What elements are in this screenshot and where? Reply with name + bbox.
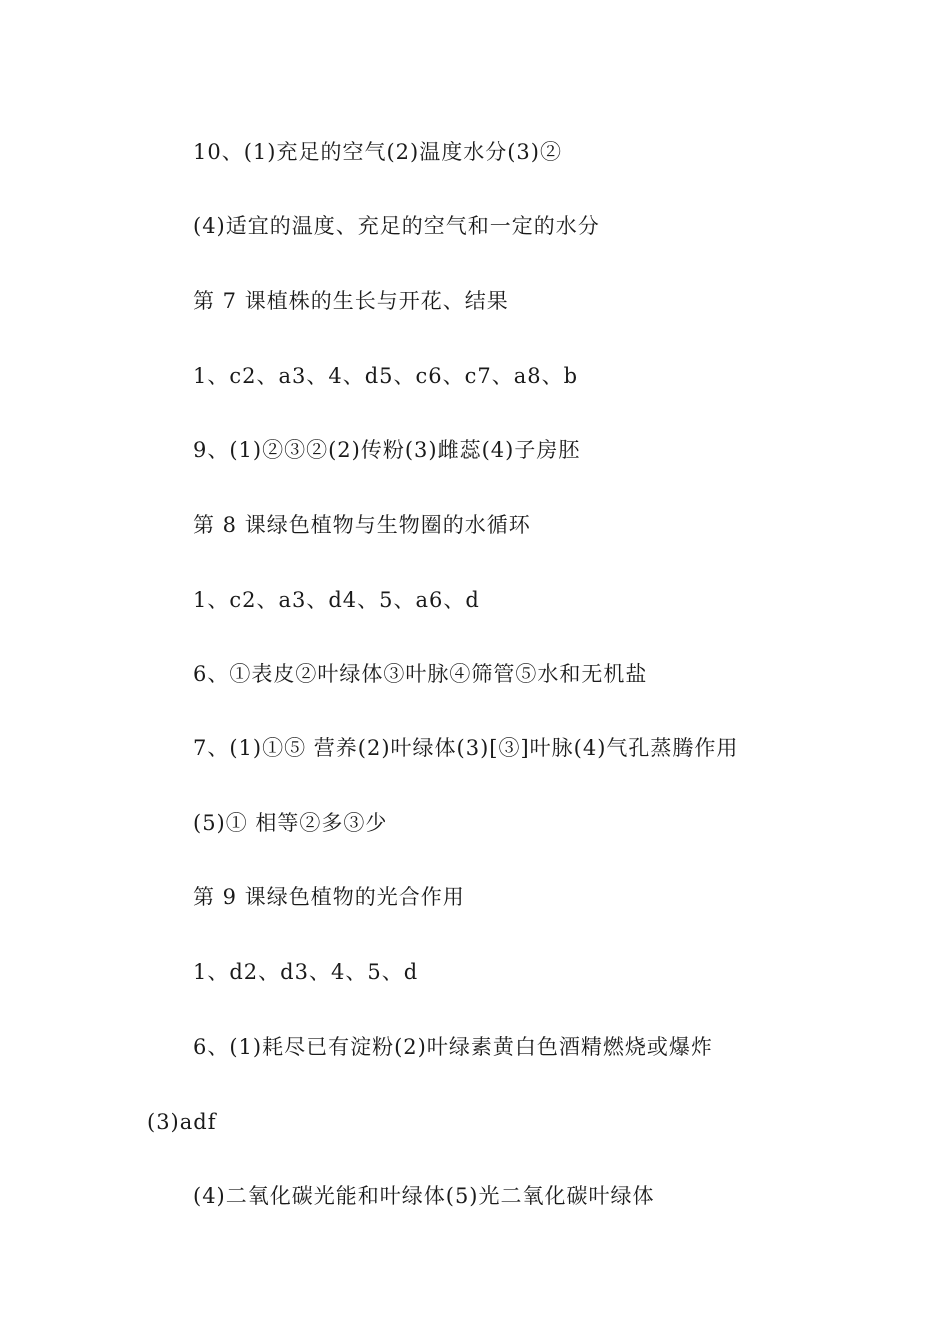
answer-line: (4)适宜的温度、充足的空气和一定的水分: [193, 214, 600, 238]
answer-line: 6、①表皮②叶绿体③叶脉④筛管⑤水和无机盐: [193, 662, 648, 686]
answer-line: 10、(1)充足的空气(2)温度水分(3)②: [193, 140, 562, 164]
answer-line: 1、c2、a3、4、d5、c6、c7、a8、b: [193, 364, 579, 388]
answer-line: (5)① 相等②多③少: [193, 811, 388, 835]
lesson-heading: 第 8 课绿色植物与生物圈的水循环: [193, 513, 531, 537]
answer-line: 6、(1)耗尽已有淀粉(2)叶绿素黄白色酒精燃烧或爆炸: [193, 1035, 713, 1059]
answer-line: 9、(1)②③②(2)传粉(3)雌蕊(4)子房胚: [193, 438, 581, 462]
answer-line: 7、(1)①⑤ 营养(2)叶绿体(3)[③]叶脉(4)气孔蒸腾作用: [193, 736, 739, 760]
lesson-heading: 第 9 课绿色植物的光合作用: [193, 885, 465, 909]
answer-line: 1、c2、a3、d4、5、a6、d: [193, 588, 480, 612]
lesson-heading: 第 7 课植株的生长与开花、结果: [193, 289, 509, 313]
answer-line: 1、d2、d3、4、5、d: [193, 960, 419, 984]
answer-line: (4)二氧化碳光能和叶绿体(5)光二氧化碳叶绿体: [193, 1184, 655, 1208]
answer-line: (3)adf: [147, 1110, 217, 1134]
